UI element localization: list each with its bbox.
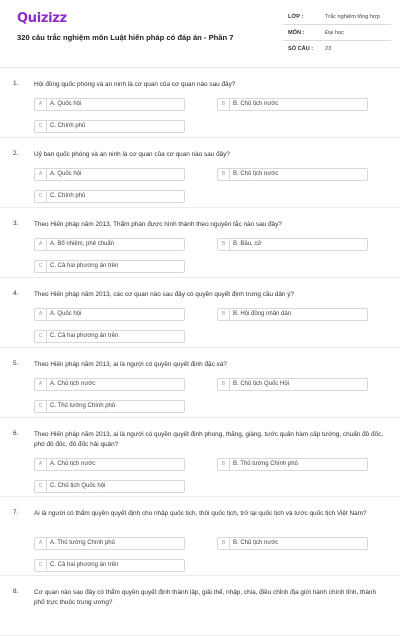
option-text: A. Quốc hội (50, 311, 82, 317)
question-text: Theo Hiến pháp năm 2013, Thẩm phán được hình thành theo nguyên tắc nào sau đây? (34, 221, 282, 228)
option-text: B. Thủ tướng Chính phủ (233, 461, 298, 467)
option-letter: A (35, 239, 47, 250)
meta-value: 23 (325, 46, 332, 52)
option-letter: A (35, 309, 47, 320)
option-letter: A (35, 538, 47, 549)
answer-option[interactable] (34, 168, 185, 181)
option-letter: B (218, 538, 230, 549)
meta-value: Đại học (325, 30, 344, 36)
option-text: C. Cả hai phương án trên (50, 562, 119, 568)
option-letter: C (35, 560, 47, 571)
meta-label: SỐ CÂU : (288, 46, 314, 52)
answer-option[interactable] (34, 559, 185, 572)
option-text: A. Chủ tịch nước (50, 381, 96, 387)
option-letter: B (218, 309, 230, 320)
option-letter: B (218, 99, 230, 110)
option-letter: C (35, 401, 47, 412)
option-letter: A (35, 459, 47, 470)
header (0, 0, 400, 68)
option-text: C. Thủ tướng Chính phủ (50, 403, 116, 409)
option-text: C. Chủ tịch Quốc hội (50, 483, 106, 489)
option-text: B. Chủ tịch nước (233, 101, 279, 107)
meta-label: MÔN : (288, 30, 305, 36)
question-text: Theo Hiến pháp năm 2013, các cơ quan nào sau đây có quyền quyết định trưng cầu dân ý? (34, 291, 295, 298)
option-letter: A (35, 169, 47, 180)
answer-option[interactable] (34, 190, 185, 203)
answer-option[interactable] (217, 168, 368, 181)
answer-option[interactable] (34, 98, 185, 111)
question-item (0, 348, 400, 418)
option-text: A. Quốc hội (50, 171, 82, 177)
meta-value: Trắc nghiệm tổng hợp (325, 14, 380, 20)
answer-option[interactable] (34, 458, 185, 471)
answer-option[interactable] (217, 537, 368, 550)
option-text: B. Chủ tịch nước (233, 171, 279, 177)
option-text: A. Thủ tướng Chính phủ (50, 540, 115, 546)
option-text: B. Hội đồng nhân dân (233, 311, 292, 317)
option-letter: C (35, 481, 47, 492)
option-letter: C (35, 121, 47, 132)
answer-option[interactable] (34, 330, 185, 343)
option-letter: C (35, 191, 47, 202)
answer-option[interactable] (217, 98, 368, 111)
option-letter: C (35, 261, 47, 272)
option-letter: A (35, 99, 47, 110)
question-number: 5. (13, 360, 19, 367)
question-number: 6. (13, 430, 19, 437)
question-text: Theo Hiến pháp năm 2013, ai là người có quyền quyết định phong, thăng, giáng, tước quân hàm cấp tướng, chuẩn đô đốc, phó đô đốc, đô đốc hải quân? (34, 431, 384, 448)
quizizz-logo: Quizizz (17, 11, 67, 26)
option-text: C. Chính phủ (50, 193, 86, 199)
question-list (0, 68, 400, 636)
meta-row-class (283, 11, 391, 25)
answer-option[interactable] (34, 378, 185, 391)
question-text: Hội đồng quốc phòng và an ninh là cơ quan của cơ quan nào sau đây? (34, 81, 236, 88)
option-text: C. Cả hai phương án trên (50, 333, 119, 339)
question-item (0, 278, 400, 348)
answer-option[interactable] (34, 238, 185, 251)
option-text: A. Quốc hội (50, 101, 82, 107)
meta-row-subject (283, 27, 391, 41)
option-text: A. Chủ tịch nước (50, 461, 96, 467)
answer-option[interactable] (34, 260, 185, 273)
question-item (0, 208, 400, 278)
option-letter: B (218, 459, 230, 470)
option-text: C. Chính phủ (50, 123, 86, 129)
question-text: Theo Hiến pháp năm 2013, ai là người có quyền quyết định đặc xá? (34, 361, 227, 368)
option-text: C. Cả hai phương án trên (50, 263, 119, 269)
question-item (0, 576, 400, 636)
answer-option[interactable] (217, 378, 368, 391)
question-text: Ai là người có thẩm quyền quyết định cho nhập quốc tịch, thôi quốc tịch, trở lại quốc tịch và tước quốc tịch Việt Nam? (34, 510, 367, 517)
page-title: 320 câu trắc nghiệm môn Luật hiến pháp có đáp án - Phần 7 (17, 33, 234, 42)
answer-option[interactable] (34, 308, 185, 321)
question-item (0, 68, 400, 138)
question-number: 3. (13, 220, 19, 227)
answer-option[interactable] (34, 480, 185, 493)
meta-label: LỚP : (288, 14, 304, 20)
option-letter: B (218, 239, 230, 250)
option-text: B. Chủ tịch nước (233, 540, 279, 546)
question-item (0, 418, 400, 497)
answer-option[interactable] (34, 537, 185, 550)
question-item (0, 138, 400, 208)
answer-option[interactable] (217, 308, 368, 321)
option-text: B. Bầu, cử (233, 241, 262, 247)
option-letter: B (218, 169, 230, 180)
option-letter: B (218, 379, 230, 390)
question-text: Uỷ ban quốc phòng và an ninh là cơ quan của cơ quan nào sau đây? (34, 151, 230, 158)
question-number: 2. (13, 150, 19, 157)
option-letter: A (35, 379, 47, 390)
option-letter: C (35, 331, 47, 342)
question-number: 8. (13, 588, 19, 595)
answer-option[interactable] (34, 400, 185, 413)
answer-option[interactable] (217, 458, 368, 471)
meta-table (283, 11, 391, 59)
question-item (0, 497, 400, 576)
question-number: 4. (13, 290, 19, 297)
question-number: 1. (13, 80, 19, 87)
answer-option[interactable] (34, 120, 185, 133)
question-text: Cơ quan nào sau đây có thẩm quyền quyết định thành lập, giải thể, nhập, chia, điều chỉnh địa giới hành chính tỉnh, thành phố trực thuộc trung ương? (34, 589, 377, 606)
option-text: B. Chủ tịch Quốc Hội (233, 381, 290, 387)
option-text: A. Bổ nhiệm, phê chuẩn (50, 241, 115, 247)
answer-option[interactable] (217, 238, 368, 251)
question-number: 7. (13, 509, 19, 516)
meta-row-count (283, 43, 391, 57)
